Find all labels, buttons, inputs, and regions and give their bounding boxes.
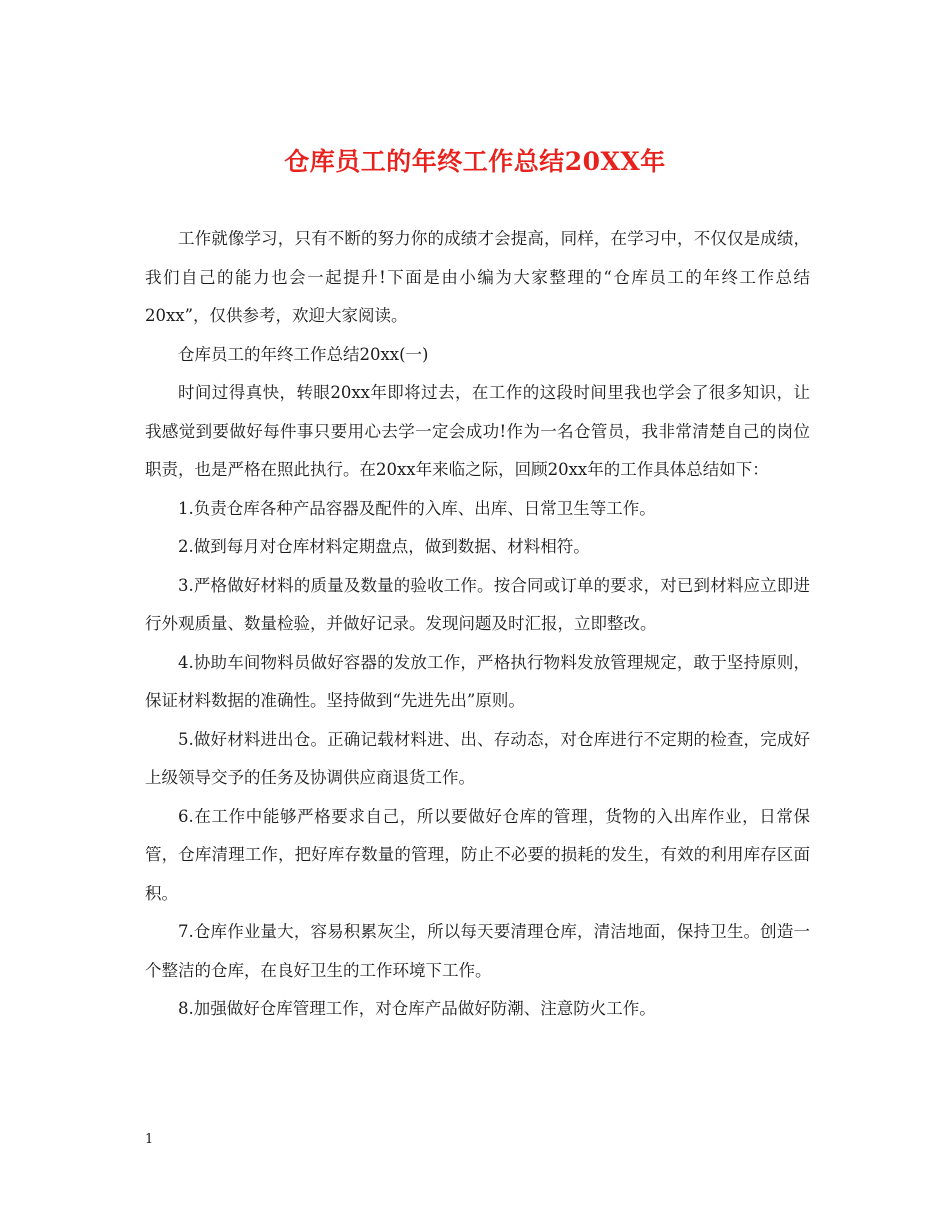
- list-item-7: 7.仓库作业量大，容易积累灰尘，所以每天要清理仓库，清洁地面，保持卫生。创造一个整洁的仓库，在良好卫生的工作环境下工作。: [145, 922, 810, 980]
- list-item-4: 4.协助车间物料员做好容器的发放工作，严格执行物料发放管理规定，敢于坚持原则，保证材料数据的准确性。坚持做到“先进先出”原则。: [145, 652, 810, 710]
- list-item-3: 3.严格做好材料的质量及数量的验收工作。按合同或订单的要求，对已到材料应立即进行外观质量、数量检验，并做好记录。发现问题及时汇报，立即整改。: [145, 575, 810, 633]
- list-item-8: 8.加强做好仓库管理工作，对仓库产品做好防潮、注意防火工作。: [178, 999, 656, 1018]
- list-item-6: 6.在工作中能够严格要求自己，所以要做好仓库的管理，货物的入出库作业，日常保管，仓库清理工作，把好库存数量的管理，防止不必要的损耗的发生，有效的利用库存区面积。: [145, 806, 810, 903]
- document-body: [145, 220, 810, 1029]
- section-heading: 仓库员工的年终工作总结20xx(一): [178, 344, 429, 364]
- summary-paragraph: 时间过得真快，转眼20xx年即将过去，在工作的这段时间里我也学会了很多知识，让我感觉到要做好每件事只要用心去学一定会成功!作为一名仓管员，我非常清楚自己的岗位职责，也是严格在照此执行。在20xx年来临之际，回顾20xx年的工作具体总结如下：: [145, 383, 810, 479]
- list-item-1: 1.负责仓库各种产品容器及配件的入库、出库、日常卫生等工作。: [178, 498, 656, 518]
- list-item-2: 2.做到每月对仓库材料定期盘点，做到数据、材料相符。: [178, 537, 590, 556]
- intro-paragraph: 工作就像学习，只有不断的努力你的成绩才会提高，同样，在学习中，不仅仅是成绩，我们自己的能力也会一起提升!下面是由小编为大家整理的“仓库员工的年终工作总结20xx”，仅供参考，欢迎大家阅读。: [145, 229, 810, 325]
- page-number: 1: [145, 1132, 154, 1147]
- document-title: 仓库员工的年终工作总结20XX年: [284, 147, 666, 176]
- list-item-5: 5.做好材料进出仓。正确记载材料进、出、存动态，对仓库进行不定期的检查，完成好上级领导交予的任务及协调供应商退货工作。: [145, 729, 810, 787]
